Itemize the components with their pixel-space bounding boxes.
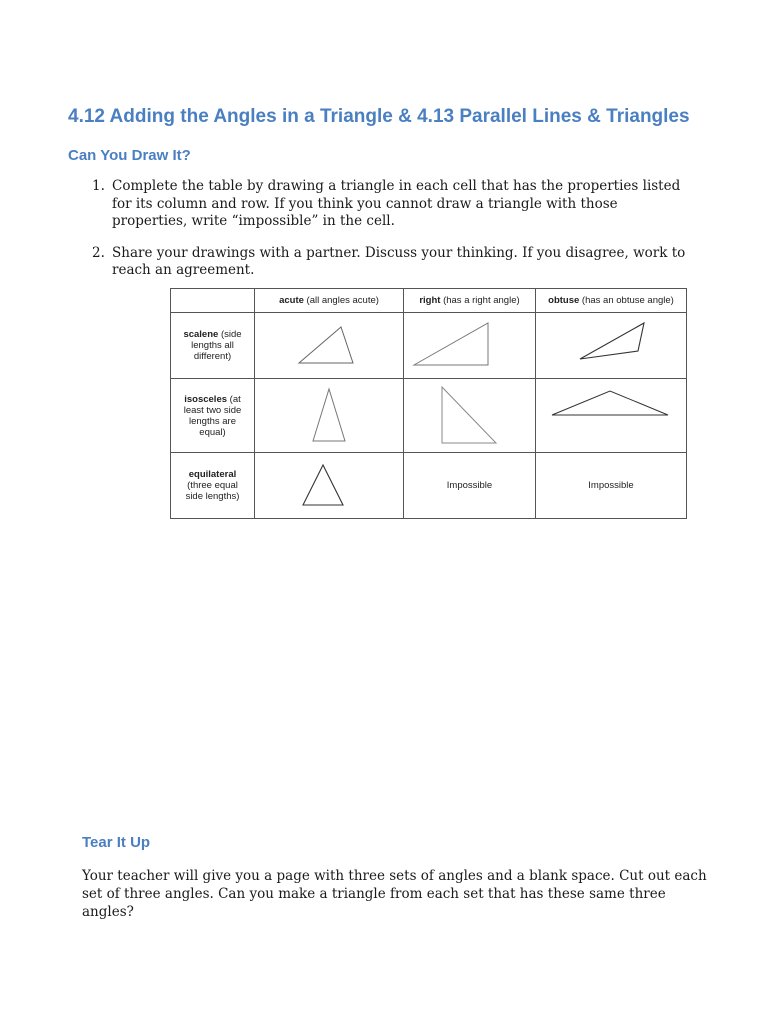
page-title: 4.12 Adding the Angles in a Triangle & 4.13 Parallel Lines & Triangles: [68, 106, 690, 127]
isosceles-obtuse-triangle: [536, 381, 686, 451]
cell-isosceles-acute: [255, 379, 404, 453]
instruction-item-2: [92, 245, 692, 280]
cell-equilateral-right: Impossible: [404, 453, 536, 519]
column-header-obtuse: [536, 289, 687, 313]
item-text: Share your drawings with a partner. Discuss your thinking. If you disagree, work to reach an agreement.: [112, 244, 686, 278]
cell-scalene-acute: [255, 313, 404, 379]
header-bold: scalene: [183, 329, 219, 340]
column-header-acute: [255, 289, 404, 313]
section-heading-tear-it-up: Tear It Up: [82, 834, 151, 851]
header-rest: (all angles acute): [303, 295, 379, 306]
header-rest: (has an obtuse angle): [579, 295, 674, 306]
cell-equilateral-obtuse: Impossible: [536, 453, 687, 519]
header-bold: acute: [279, 295, 304, 306]
instruction-list: [92, 178, 692, 294]
header-bold: obtuse: [548, 295, 580, 306]
scalene-right-triangle: [404, 315, 535, 377]
header-bold: equilateral: [188, 469, 237, 480]
header-rest: (three equal side lengths): [185, 480, 240, 502]
instruction-item-1: [92, 178, 692, 231]
header-rest: (has a right angle): [440, 295, 520, 306]
isosceles-right-triangle: [404, 381, 535, 451]
row-header-scalene: [171, 313, 255, 379]
scalene-obtuse-triangle: [536, 315, 686, 377]
cell-isosceles-right: [404, 379, 536, 453]
isosceles-acute-triangle: [255, 381, 403, 451]
header-bold: isosceles: [184, 393, 228, 405]
cell-scalene-obtuse: [536, 313, 687, 379]
triangle-classification-table: [170, 288, 687, 519]
cell-isosceles-obtuse: [536, 379, 687, 453]
item-number: 1.: [92, 178, 105, 194]
column-header-right: [404, 289, 536, 313]
tear-it-up-text: Your teacher will give you a page with three sets of angles and a blank space. Cut out each set of three angles. Can you make a triangle from each set that has these same three angles?: [82, 868, 707, 920]
cell-scalene-right: [404, 313, 536, 379]
row-header-equilateral: [171, 453, 255, 519]
section-heading-can-you-draw-it: Can You Draw It?: [68, 147, 191, 164]
item-number: 2.: [92, 244, 105, 261]
equilateral-triangle: [255, 455, 403, 517]
corner-cell: [171, 289, 255, 313]
cell-equilateral-acute: [255, 453, 404, 519]
row-header-isosceles: [171, 379, 255, 453]
header-rest: (at least two side lengths are equal): [183, 393, 242, 438]
header-rest: (side lengths all different): [191, 329, 242, 362]
header-bold: right: [419, 295, 441, 306]
item-text: Complete the table by drawing a triangle in each cell that has the properties listed for its column and row. If you think you cannot draw a triangle with those properties, write “impossible” in the cell.: [112, 178, 681, 229]
scalene-acute-triangle: [255, 315, 403, 377]
